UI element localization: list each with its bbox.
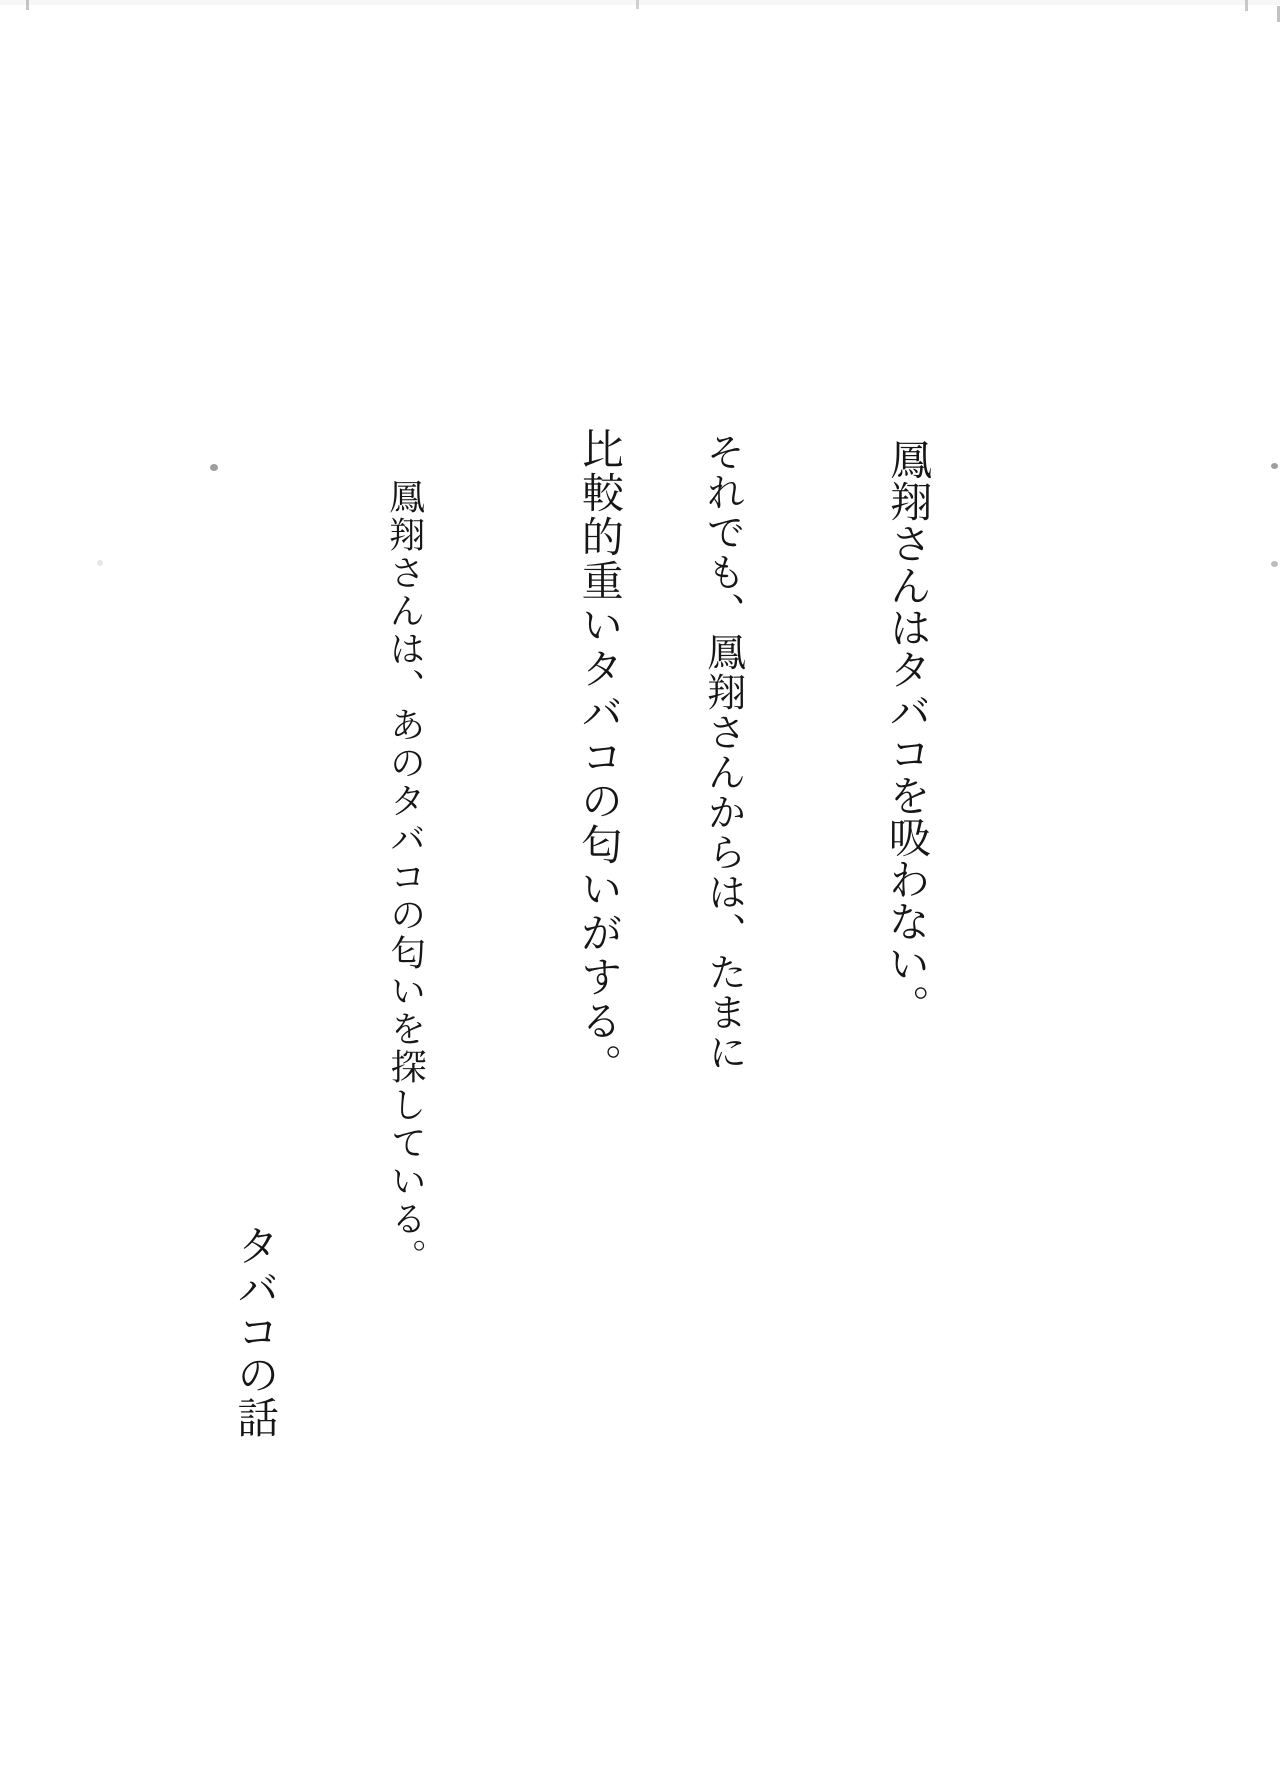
handwritten-line-1: 鳳翔さんはタバコを吸わない。	[881, 437, 934, 1027]
handwritten-line-3: 比較的重いタバコの匂いがする。	[574, 426, 626, 1088]
scan-artifact-speck	[210, 464, 218, 471]
scan-artifact-speck	[1271, 463, 1278, 469]
handwritten-line-2: それでも、鳳翔さんからは、たまに	[699, 431, 748, 1073]
scan-artifact-tick-center	[636, 0, 639, 9]
scan-artifact-speck	[97, 560, 103, 566]
handwritten-title-line: タバコの話	[231, 1224, 281, 1439]
handwritten-line-4: 鳳翔さんは、あのタバコの匂いを探している。	[383, 477, 427, 1277]
scan-artifact-speck	[1271, 561, 1278, 567]
scan-artifact-tick-right	[1245, 0, 1248, 11]
scan-artifact-top-band	[0, 0, 1280, 5]
scan-artifact-tick-left	[26, 0, 29, 10]
